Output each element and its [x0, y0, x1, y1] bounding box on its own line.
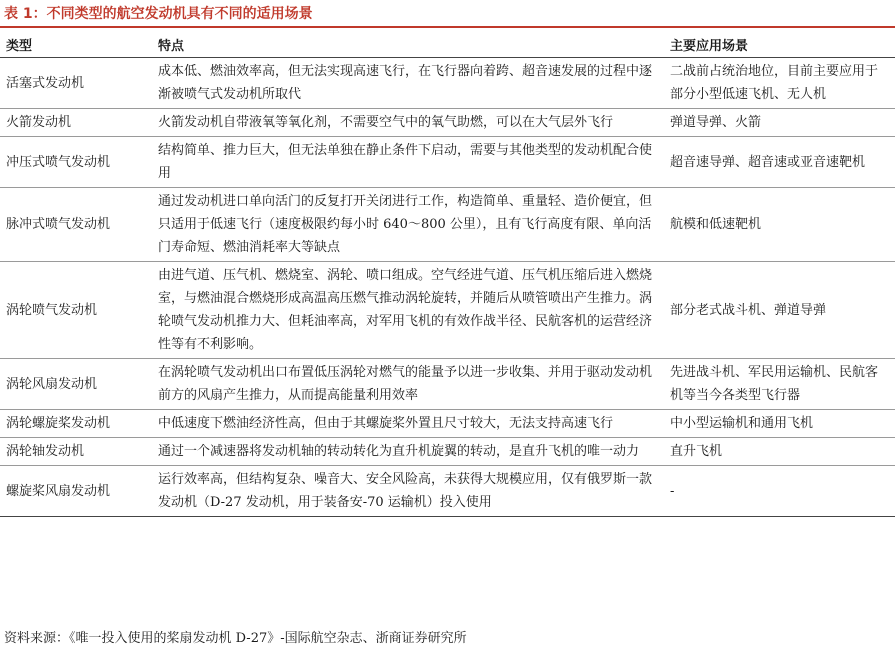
table-row: [0, 109, 895, 137]
table-row: [0, 262, 895, 359]
cell-apps: 直升飞机: [664, 438, 895, 466]
table-row: [0, 188, 895, 262]
table-row: [0, 359, 895, 410]
cell-features: 在涡轮喷气发动机出口布置低压涡轮对燃气的能量予以进一步收集、并用于驱动发动机前方的风扇产生推力，从而提高能量利用效率: [152, 359, 664, 410]
header-type: 类型: [0, 31, 152, 58]
table-row: [0, 137, 895, 188]
cell-apps: 弹道导弹、火箭: [664, 109, 895, 137]
header-apps: 主要应用场景: [664, 31, 895, 58]
cell-apps: 航模和低速靶机: [664, 188, 895, 262]
header-row: [0, 31, 895, 58]
table-row: [0, 466, 895, 517]
cell-type: 火箭发动机: [0, 109, 152, 137]
cell-type: 涡轮喷气发动机: [0, 262, 152, 359]
cell-features: 通过发动机进口单向活门的反复打开关闭进行工作，构造简单、重量轻、造价便宜，但只适用于低速飞行（速度极限约每小时 640～800 公里），且有飞行高度有限、单向活门寿命短、燃油消耗率大等缺点: [152, 188, 664, 262]
cell-apps: 中小型运输机和通用飞机: [664, 410, 895, 438]
cell-features: 运行效率高，但结构复杂、噪音大、安全风险高，未获得大规模应用，仅有俄罗斯一款发动机（D-27 发动机，用于装备安-70 运输机）投入使用: [152, 466, 664, 517]
header-features: 特点: [152, 31, 664, 58]
cell-apps: 部分老式战斗机、弹道导弹: [664, 262, 895, 359]
cell-type: 螺旋桨风扇发动机: [0, 466, 152, 517]
cell-type: 活塞式发动机: [0, 58, 152, 109]
cell-features: 成本低、燃油效率高，但无法实现高速飞行，在飞行器向着跨、超音速发展的过程中逐渐被喷气式发动机所取代: [152, 58, 664, 109]
cell-type: 冲压式喷气发动机: [0, 137, 152, 188]
source-note: 资料来源：《唯一投入使用的桨扇发动机 D-27》-国际航空杂志、浙商证券研究所: [4, 631, 467, 646]
cell-type: 涡轮轴发动机: [0, 438, 152, 466]
caption-rule: [0, 26, 895, 28]
cell-type: 涡轮螺旋桨发动机: [0, 410, 152, 438]
table-row: [0, 410, 895, 438]
table-row: [0, 438, 895, 466]
cell-features: 由进气道、压气机、燃烧室、涡轮、喷口组成。空气经进气道、压气机压缩后进入燃烧室，与燃油混合燃烧形成高温高压燃气推动涡轮旋转，并随后从喷管喷出产生推力。涡轮喷气发动机推力大、但耗油率高，对军用飞机的有效作战半径、民航客机的运营经济性等有不利影响。: [152, 262, 664, 359]
cell-features: 结构简单、推力巨大，但无法单独在静止条件下启动，需要与其他类型的发动机配合使用: [152, 137, 664, 188]
cell-features: 通过一个减速器将发动机轴的转动转化为直升机旋翼的转动，是直升飞机的唯一动力: [152, 438, 664, 466]
cell-type: 涡轮风扇发动机: [0, 359, 152, 410]
cell-features: 火箭发动机自带液氧等氧化剂，不需要空气中的氧气助燃，可以在大气层外飞行: [152, 109, 664, 137]
cell-apps: 先进战斗机、军民用运输机、民航客机等当今各类型飞行器: [664, 359, 895, 410]
cell-type: 脉冲式喷气发动机: [0, 188, 152, 262]
engine-table: [0, 31, 895, 517]
cell-features: 中低速度下燃油经济性高，但由于其螺旋桨外置且尺寸较大，无法支持高速飞行: [152, 410, 664, 438]
cell-apps: -: [664, 466, 895, 517]
cell-apps: 二战前占统治地位，目前主要应用于部分小型低速飞机、无人机: [664, 58, 895, 109]
table-row: [0, 58, 895, 109]
cell-apps: 超音速导弹、超音速或亚音速靶机: [664, 137, 895, 188]
table-caption: 表 1：不同类型的航空发动机具有不同的适用场景: [4, 6, 313, 22]
